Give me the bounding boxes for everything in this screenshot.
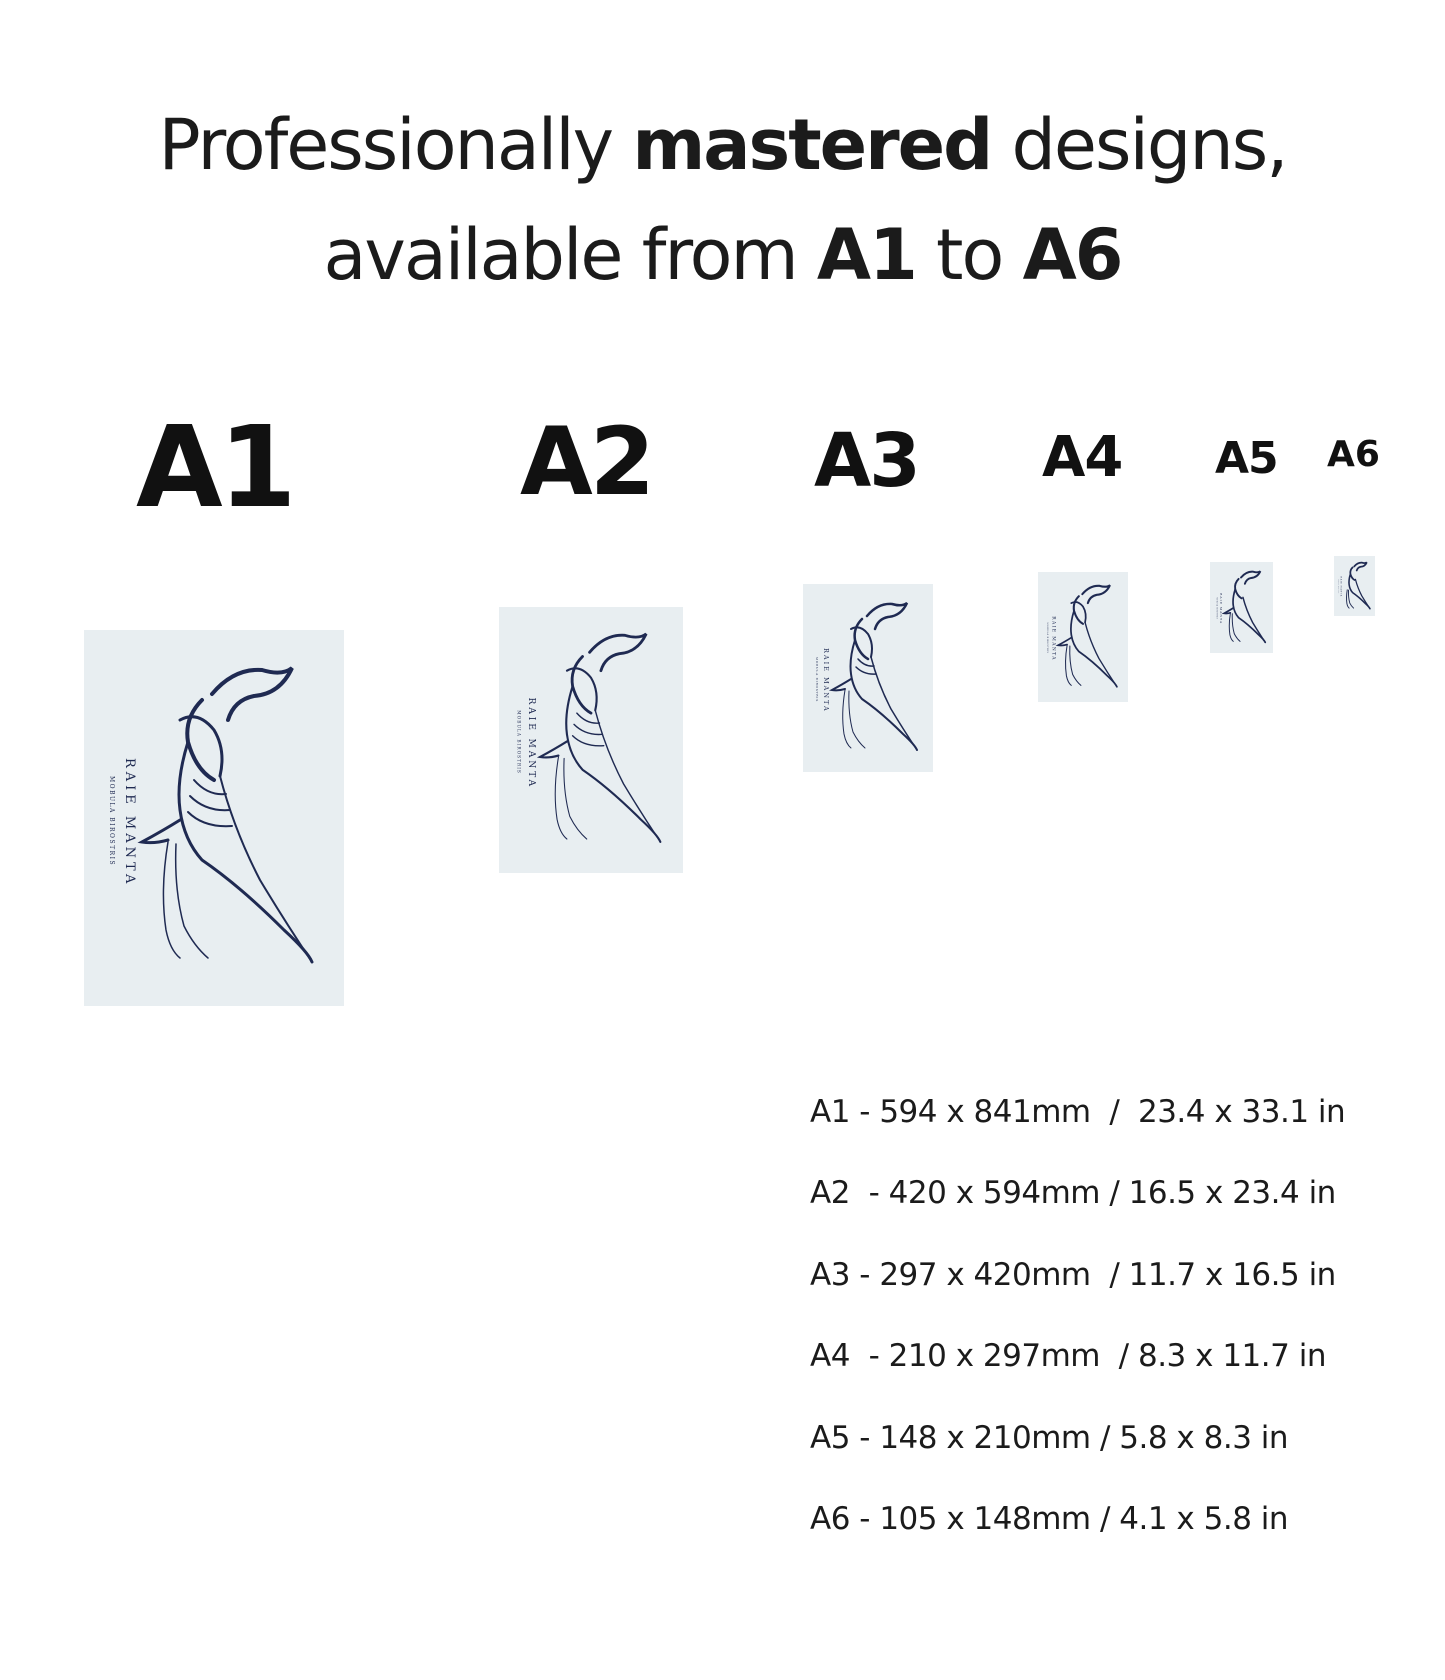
size-label-a6: A6 bbox=[1327, 434, 1380, 475]
size-label-a2: A2 bbox=[520, 408, 653, 517]
size-label-a3: A3 bbox=[814, 418, 919, 504]
poster-title: RAIE MANTA bbox=[1050, 616, 1056, 661]
poster-title: RAIE MANTA bbox=[1219, 592, 1224, 625]
spec-a2: A2 - 420 x 594mm / 16.5 x 23.4 in bbox=[810, 1175, 1336, 1211]
poster-a3 bbox=[803, 584, 933, 772]
spec-a5: A5 - 148 x 210mm / 5.8 x 8.3 in bbox=[810, 1420, 1289, 1456]
manta-ray-illustration bbox=[84, 630, 344, 1006]
size-label-a1: A1 bbox=[136, 403, 293, 533]
spec-a3: A3 - 297 x 420mm / 11.7 x 16.5 in bbox=[810, 1257, 1336, 1293]
spec-a6: A6 - 105 x 148mm / 4.1 x 5.8 in bbox=[810, 1501, 1289, 1537]
headline-line-1 bbox=[0, 104, 1445, 186]
poster-title: RAIE MANTA bbox=[822, 648, 830, 713]
manta-ray-illustration bbox=[1334, 556, 1375, 616]
poster-subtitle: MOBULA BIROSTRIS bbox=[516, 710, 522, 774]
poster-subtitle: MOBULA BIROSTRIS bbox=[815, 657, 819, 703]
headline-line-2 bbox=[0, 214, 1445, 296]
poster-subtitle: MOBULA BIROSTRIS bbox=[1215, 597, 1217, 619]
poster-title: RAIE MANTA bbox=[1339, 576, 1342, 597]
poster-a4 bbox=[1038, 572, 1128, 702]
manta-ray-illustration bbox=[803, 584, 933, 772]
poster-a2 bbox=[499, 607, 683, 873]
headline-emphasis: mastered bbox=[632, 104, 992, 186]
spec-a1: A1 - 594 x 841mm / 23.4 x 33.1 in bbox=[810, 1094, 1346, 1130]
size-label-a4: A4 bbox=[1042, 425, 1123, 490]
poster-title: RAIE MANTA bbox=[122, 758, 137, 888]
headline-text: available from bbox=[323, 214, 817, 296]
poster-subtitle: MOBULA BIROSTRIS bbox=[108, 776, 115, 867]
size-label-a5: A5 bbox=[1215, 433, 1278, 484]
headline-emphasis: A6 bbox=[1022, 214, 1122, 296]
manta-ray-illustration bbox=[1038, 572, 1128, 702]
headline-text: designs, bbox=[991, 104, 1287, 186]
poster-a5 bbox=[1210, 562, 1273, 653]
manta-ray-illustration bbox=[499, 607, 683, 873]
poster-a6 bbox=[1334, 556, 1375, 616]
headline-text: Professionally bbox=[158, 104, 633, 186]
headline-emphasis: A1 bbox=[816, 214, 916, 296]
manta-ray-illustration bbox=[1210, 562, 1273, 653]
headline-text: to bbox=[915, 214, 1023, 296]
poster-title: RAIE MANTA bbox=[525, 697, 537, 790]
poster-subtitle: MOBULA BIROSTRIS bbox=[1046, 622, 1049, 654]
poster-a1 bbox=[84, 630, 344, 1006]
poster-subtitle: MOBULA BIROSTRIS bbox=[1337, 579, 1339, 594]
spec-a4: A4 - 210 x 297mm / 8.3 x 11.7 in bbox=[810, 1338, 1326, 1374]
